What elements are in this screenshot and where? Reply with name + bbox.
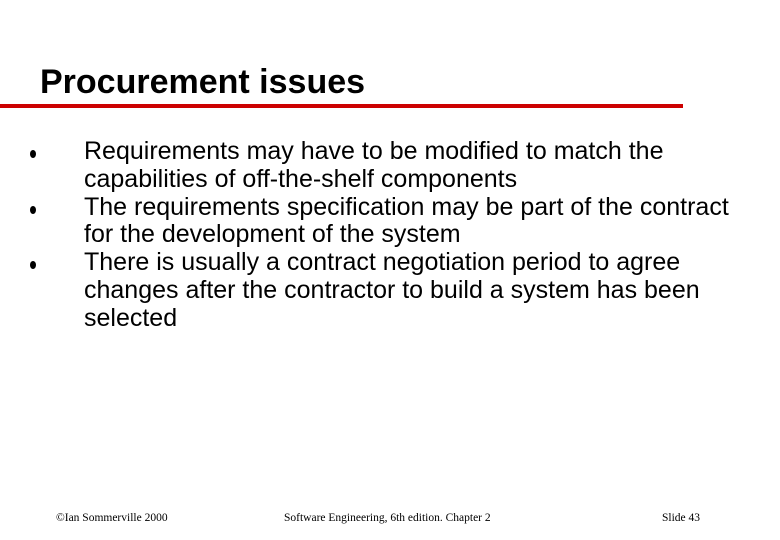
bullet-item [30, 249, 750, 332]
bullet-list [30, 138, 750, 333]
footer-book-title: Software Engineering, 6th edition. Chapter 2 [284, 512, 491, 524]
footer-slide-number: Slide 43 [662, 512, 701, 524]
bullet-item [30, 138, 750, 194]
title-underline [0, 104, 683, 108]
bullet-dot-icon [30, 261, 36, 269]
footer-copyright: ©Ian Sommerville 2000 [56, 512, 168, 524]
bullet-text: There is usually a contract negotiation period to agree changes after the contractor to build a system has been selected [84, 248, 700, 332]
bullet-dot-icon [30, 206, 36, 214]
bullet-text: Requirements may have to be modified to match the capabilities of off-the-shelf components [84, 137, 664, 193]
bullet-dot-icon [30, 150, 36, 158]
bullet-text: The requirements specification may be part of the contract for the development of the system [84, 192, 729, 249]
bullet-item [30, 194, 750, 250]
slide-title: Procurement issues [40, 63, 366, 101]
